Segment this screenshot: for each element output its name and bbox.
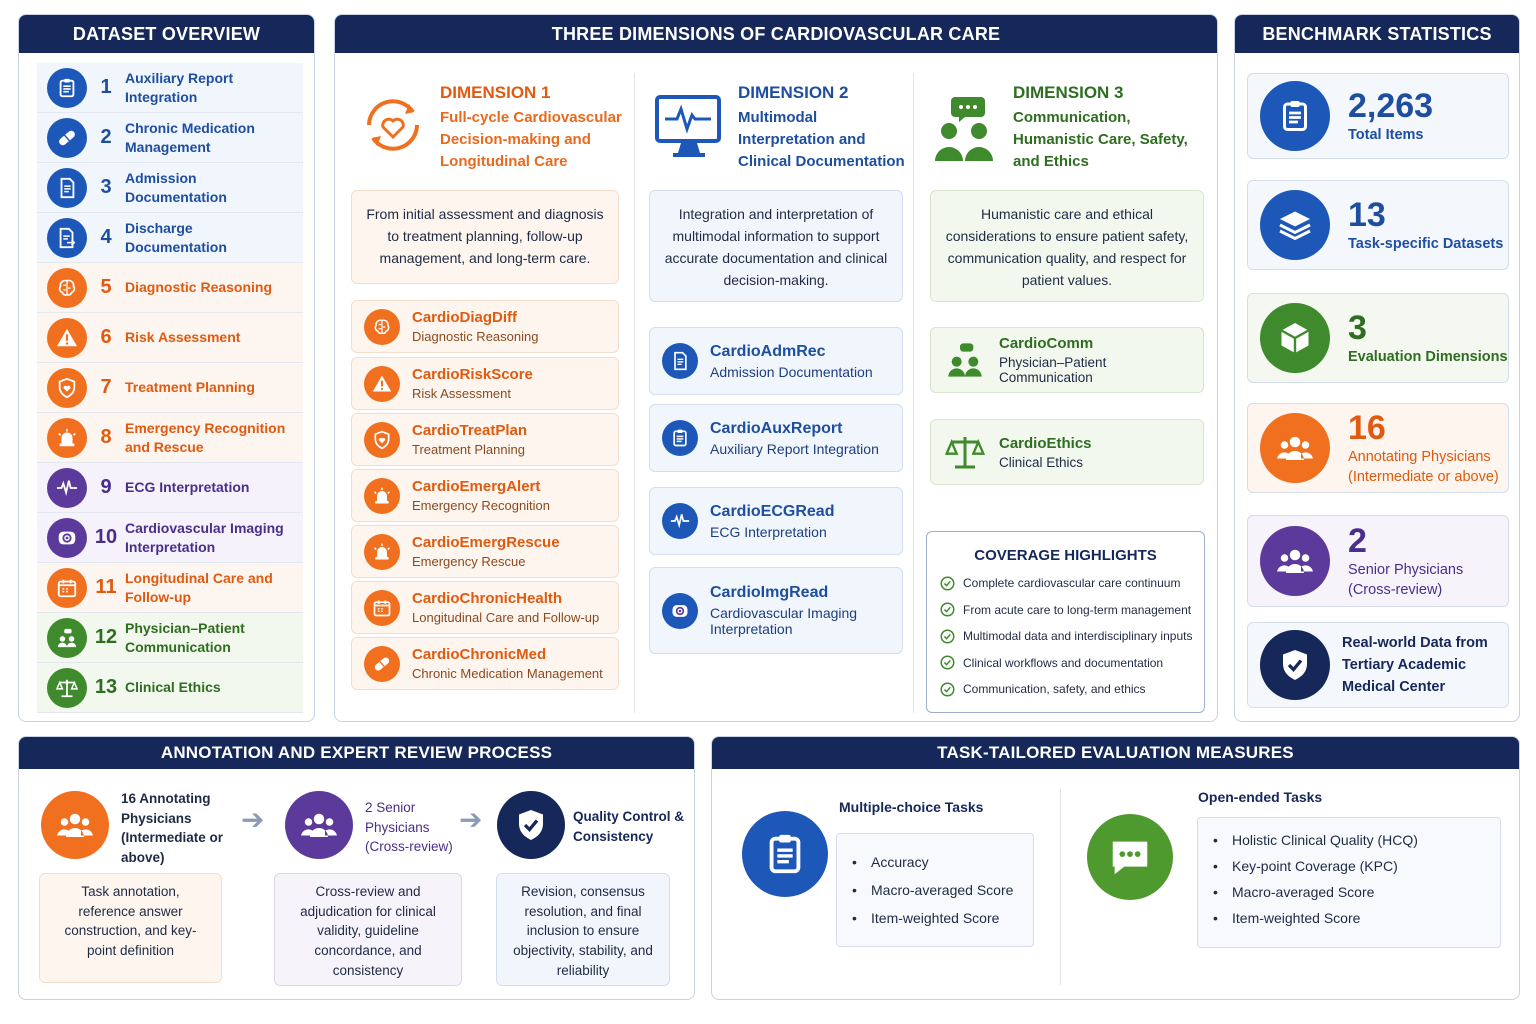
evaluation-title: TASK-TAILORED EVALUATION MEASURES xyxy=(712,737,1519,769)
stat-card xyxy=(1247,515,1509,607)
review-step-3-box: Revision, consensus resolution, and final inclusion to ensure objectivity, stability, and reliability xyxy=(496,873,670,986)
dimension-2-title: DIMENSION 2 xyxy=(738,83,849,102)
annotators-icon xyxy=(41,791,109,859)
calendar-icon xyxy=(47,568,87,608)
card-title: CardioChronicHealth xyxy=(412,590,563,607)
dimension-3-subtitle: Communication, Humanistic Care, Safety, and Ethics xyxy=(1013,109,1188,170)
dimension-3-description: Humanistic care and ethical considerations to ensure patient safety, communication quality, and respect for patient values. xyxy=(930,190,1204,302)
quality-shield-icon xyxy=(497,791,565,859)
card-title: CardioAuxReport xyxy=(710,419,843,437)
stat-number: 16 xyxy=(1348,409,1386,447)
card-subtitle: Admission Documentation xyxy=(710,363,873,380)
card-subtitle: Longitudinal Care and Follow-up xyxy=(412,610,600,625)
stat-label: Total Items xyxy=(1348,127,1424,143)
dataset-card-cardioemergrescue xyxy=(351,525,619,578)
pill-icon xyxy=(364,646,400,682)
brain-icon xyxy=(364,309,400,345)
dataset-item-number: 12 xyxy=(94,626,118,648)
dataset-item-11 xyxy=(37,563,303,613)
highlight-item xyxy=(940,597,1204,624)
dimensions-title: THREE DIMENSIONS OF CARDIOVASCULAR CARE xyxy=(335,15,1217,53)
dataset-item-label: Emergency Recognition and Rescue xyxy=(125,419,286,455)
dataset-card-cardiochronicmed xyxy=(351,637,619,690)
card-subtitle: Diagnostic Reasoning xyxy=(412,329,539,344)
dataset-card-cardiodiagdiff xyxy=(351,300,619,353)
dataset-item-5 xyxy=(37,263,303,313)
check-circle-icon xyxy=(940,629,955,644)
dataset-item-label: Diagnostic Reasoning xyxy=(125,279,273,295)
highlight-text: Complete cardiovascular care continuum xyxy=(963,576,1181,591)
card-subtitle: Chronic Medication Management xyxy=(412,666,603,681)
stat-number: 2 xyxy=(1348,522,1367,560)
highlight-text: Multimodal data and interdisciplinary inputs xyxy=(963,629,1193,644)
dataset-card-cardiocomm xyxy=(930,327,1204,393)
open-ended-measures xyxy=(1197,817,1501,948)
review-title: ANNOTATION AND EXPERT REVIEW PROCESS xyxy=(19,737,694,769)
dimension-1-icon xyxy=(359,91,427,159)
highlight-text: From acute care to long-term management xyxy=(963,602,1192,617)
stat-number: 2,263 xyxy=(1348,87,1434,125)
imaging-icon xyxy=(47,518,87,558)
dataset-item-label: Auxiliary Report Integration xyxy=(125,69,234,105)
alarm-icon xyxy=(47,418,87,458)
dataset-item-number: 6 xyxy=(100,326,112,348)
realworld-label: Real-world Data from Tertiary Academic Medical Center xyxy=(1342,635,1488,695)
dataset-item-label: ECG Interpretation xyxy=(125,479,250,495)
conversation-icon xyxy=(943,338,987,382)
stat-label: Evaluation Dimensions xyxy=(1348,349,1508,365)
dimension-1-title: DIMENSION 1 xyxy=(440,83,551,102)
card-title: CardioDiagDiff xyxy=(412,309,517,326)
dataset-item-7 xyxy=(37,363,303,413)
dataset-item-12 xyxy=(37,613,303,663)
highlight-text: Clinical workflows and documentation xyxy=(963,655,1164,670)
highlight-item xyxy=(940,676,1204,703)
dataset-item-label: Clinical Ethics xyxy=(125,679,221,695)
stat-card xyxy=(1247,180,1509,270)
stat-card xyxy=(1247,293,1509,383)
benchmark-panel xyxy=(1234,14,1520,722)
people-icon xyxy=(1260,526,1330,596)
alarm-icon xyxy=(364,534,400,570)
dataset-item-number: 4 xyxy=(100,226,112,248)
stat-label: Task-specific Datasets xyxy=(1348,236,1504,252)
dataset-card-cardiotreatplan xyxy=(351,413,619,466)
coverage-highlights xyxy=(926,531,1205,713)
dataset-card-cardioecgread xyxy=(649,487,903,555)
highlight-text: Communication, safety, and ethics xyxy=(963,682,1146,697)
multiple-choice-measures xyxy=(836,833,1034,947)
people-icon xyxy=(1260,413,1330,483)
shield-heart-icon xyxy=(47,368,87,408)
pill-icon xyxy=(47,118,87,158)
dimension-3-title: DIMENSION 3 xyxy=(1013,83,1124,102)
card-title: CardioTreatPlan xyxy=(412,422,528,439)
clipboard-icon xyxy=(662,420,698,456)
dataset-item-number: 11 xyxy=(95,576,117,598)
stat-number: 3 xyxy=(1348,309,1367,347)
dataset-item-number: 2 xyxy=(100,126,112,148)
dataset-card-cardioimgread xyxy=(649,567,903,654)
scales-icon xyxy=(47,668,87,708)
card-subtitle: Emergency Recognition xyxy=(412,498,551,513)
shield-heart-icon xyxy=(364,422,400,458)
highlight-item xyxy=(940,650,1204,677)
chat-icon xyxy=(1087,814,1173,900)
stat-number: 13 xyxy=(1348,196,1386,234)
dimension-1-description: From initial assessment and diagnosis to treatment planning, follow-up management, and long-term care. xyxy=(351,190,619,284)
stat-label: Senior Physicians (Cross-review) xyxy=(1348,562,1464,598)
dataset-card-cardioauxreport xyxy=(649,404,903,472)
dataset-card-cardioadmrec xyxy=(649,327,903,395)
card-title: CardioAdmRec xyxy=(710,342,826,360)
dataset-item-label: Risk Assessment xyxy=(125,329,241,345)
dataset-card-cardioemergalert xyxy=(351,469,619,522)
open-ended-title: Open-ended Tasks xyxy=(1198,789,1323,805)
dimension-2-subtitle: Multimodal Interpretation and Clinical Documentation xyxy=(738,109,905,170)
dataset-item-label: Longitudinal Care and Follow-up xyxy=(125,569,273,605)
coverage-highlights-title: COVERAGE HIGHLIGHTS xyxy=(974,547,1157,564)
measure-item: • Item-weighted Score xyxy=(837,910,1033,926)
warning-icon xyxy=(47,318,87,358)
dataset-item-label: Treatment Planning xyxy=(125,379,255,395)
realworld-card xyxy=(1247,622,1509,708)
card-title: CardioEmergRescue xyxy=(412,534,560,551)
dataset-item-8 xyxy=(37,413,303,463)
dataset-item-label: Cardiovascular Imaging Interpretation xyxy=(125,519,284,555)
document-export-icon xyxy=(47,218,87,258)
dataset-item-9 xyxy=(37,463,303,513)
ecg-icon xyxy=(47,468,87,508)
stat-card xyxy=(1247,73,1509,159)
measure-item: • Accuracy xyxy=(837,854,1033,870)
multiple-choice-title: Multiple-choice Tasks xyxy=(839,799,984,815)
card-subtitle: Emergency Rescue xyxy=(412,554,526,569)
card-subtitle: ECG Interpretation xyxy=(710,523,827,540)
dataset-item-label: Physician–Patient Communication xyxy=(125,619,245,655)
dataset-item-number: 10 xyxy=(94,526,118,548)
card-title: CardioRiskScore xyxy=(412,366,533,383)
clipboard-icon xyxy=(1260,81,1330,151)
card-title: CardioComm xyxy=(999,335,1094,352)
dataset-item-label: Admission Documentation xyxy=(125,169,227,205)
review-step-1-label: 16 Annotating Physicians (Intermediate or above) xyxy=(121,791,224,865)
check-circle-icon xyxy=(940,682,955,697)
dataset-item-1 xyxy=(37,63,303,113)
dimension-1-subtitle: Full-cycle Cardiovascular Decision-making and Longitudinal Care xyxy=(440,109,622,170)
measure-item: • Key-point Coverage (KPC) xyxy=(1198,858,1500,874)
card-title: CardioECGRead xyxy=(710,502,835,520)
dimension-2-icon xyxy=(655,93,723,161)
document-icon xyxy=(47,168,87,208)
scales-icon xyxy=(943,430,987,474)
card-title: CardioImgRead xyxy=(710,584,829,601)
dataset-item-label: Chronic Medication Management xyxy=(125,119,255,155)
check-circle-icon xyxy=(940,602,955,617)
card-subtitle: Clinical Ethics xyxy=(999,454,1084,470)
check-circle-icon xyxy=(940,576,955,591)
warning-icon xyxy=(364,366,400,402)
dimension-2-description: Integration and interpretation of multimodal information to support accurate documentation and clinical decision-making. xyxy=(649,190,903,302)
cube-icon xyxy=(1260,303,1330,373)
evaluation-panel xyxy=(711,736,1520,1000)
dataset-item-number: 5 xyxy=(100,276,112,298)
card-title: CardioEmergAlert xyxy=(412,478,541,495)
senior-physicians-icon xyxy=(285,791,353,859)
card-subtitle: Risk Assessment xyxy=(412,386,511,401)
dataset-card-cardioriskscore xyxy=(351,357,619,410)
highlight-item xyxy=(940,570,1204,597)
review-step-2-label: 2 Senior Physicians (Cross-review) xyxy=(365,800,453,854)
dataset-item-number: 3 xyxy=(100,176,112,198)
dataset-item-3 xyxy=(37,163,303,213)
checklist-icon xyxy=(742,811,828,897)
card-title: CardioChronicMed xyxy=(412,646,547,663)
dataset-item-number: 9 xyxy=(100,476,112,498)
stat-label: Annotating Physicians (Intermediate or above) xyxy=(1348,449,1499,485)
stat-card xyxy=(1247,403,1509,493)
check-circle-icon xyxy=(940,655,955,670)
review-step-1-box: Task annotation, reference answer construction, and key-point definition xyxy=(39,873,222,983)
dataset-item-label: Discharge Documentation xyxy=(125,219,227,255)
shield-check-icon xyxy=(1260,630,1330,700)
card-subtitle: Cardiovascular Imaging Interpretation xyxy=(710,605,858,637)
arrow-right-icon: ➔ xyxy=(241,804,265,835)
dataset-item-2 xyxy=(37,113,303,163)
review-step-3-label: Quality Control & Consistency xyxy=(573,809,684,844)
review-step-2-box: Cross-review and adjudication for clinical validity, guideline concordance, and consistency xyxy=(274,873,462,986)
dataset-item-number: 1 xyxy=(100,76,112,98)
ecg-icon xyxy=(662,503,698,539)
highlight-item xyxy=(940,623,1204,650)
dataset-overview-title: DATASET OVERVIEW xyxy=(19,15,314,53)
dataset-item-number: 7 xyxy=(100,376,112,398)
arrow-right-icon: ➔ xyxy=(459,804,483,835)
dataset-item-6 xyxy=(37,313,303,363)
calendar-icon xyxy=(364,590,400,626)
dataset-item-number: 13 xyxy=(94,676,118,698)
brain-icon xyxy=(47,268,87,308)
alarm-icon xyxy=(364,478,400,514)
measure-item: • Holistic Clinical Quality (HCQ) xyxy=(1198,832,1500,848)
measure-item: • Macro-averaged Score xyxy=(837,882,1033,898)
dataset-item-10 xyxy=(37,513,303,563)
clipboard-icon xyxy=(47,68,87,108)
benchmark-title: BENCHMARK STATISTICS xyxy=(1235,15,1519,53)
dimension-3-icon xyxy=(933,95,997,163)
dataset-item-4 xyxy=(37,213,303,263)
dataset-card-cardioethics xyxy=(930,419,1204,485)
card-subtitle: Treatment Planning xyxy=(412,442,525,457)
review-panel xyxy=(18,736,695,1000)
dataset-item-13 xyxy=(37,663,303,713)
card-title: CardioEthics xyxy=(999,434,1092,452)
dataset-card-cardiochronichealth xyxy=(351,581,619,634)
layers-icon xyxy=(1260,190,1330,260)
dataset-list xyxy=(37,63,303,713)
card-subtitle: Physician–Patient Communication xyxy=(999,355,1107,385)
card-subtitle: Auxiliary Report Integration xyxy=(710,440,879,457)
document-icon xyxy=(662,343,698,379)
measure-item: • Item-weighted Score xyxy=(1198,910,1500,926)
measure-item: • Macro-averaged Score xyxy=(1198,884,1500,900)
dataset-item-number: 8 xyxy=(100,426,112,448)
dimensions-panel xyxy=(334,14,1218,722)
imaging-icon xyxy=(662,593,698,629)
dataset-overview-panel xyxy=(18,14,315,722)
conversation-icon xyxy=(47,618,87,658)
